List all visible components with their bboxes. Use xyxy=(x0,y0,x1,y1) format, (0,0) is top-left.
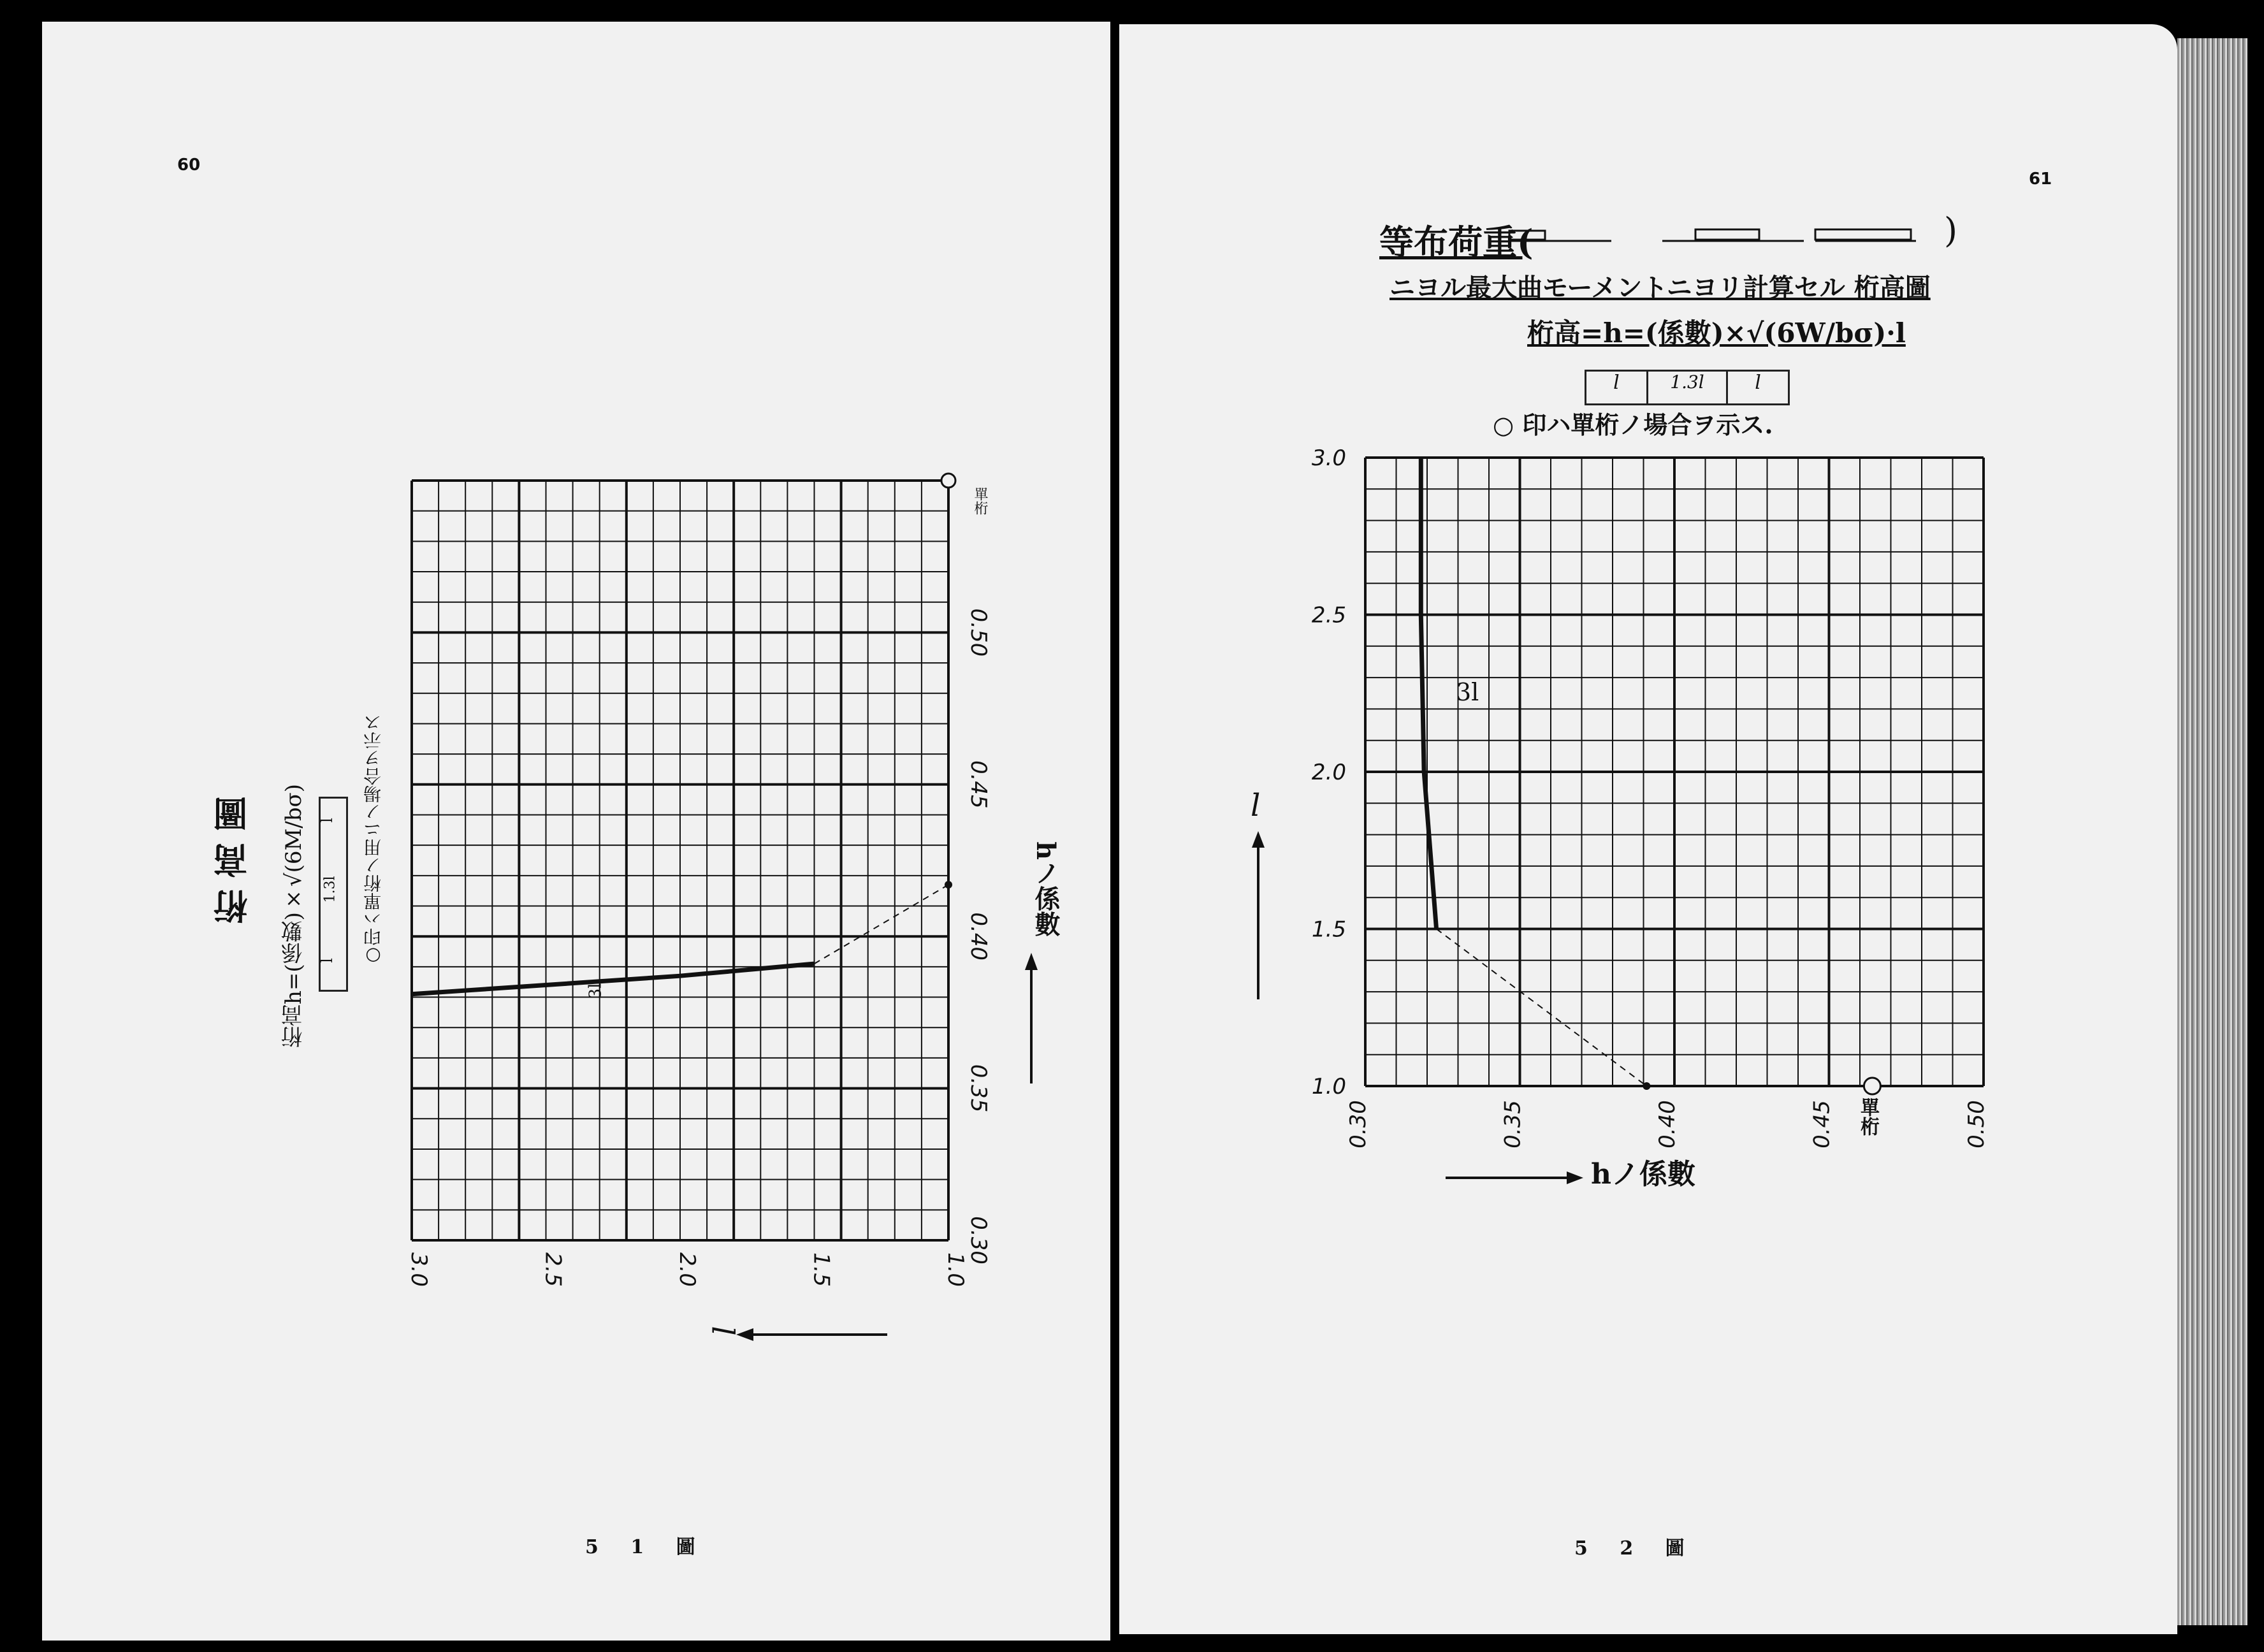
left-x-tick: 0.35 xyxy=(966,1064,991,1113)
left-chart-title: 桁 高 圖 xyxy=(212,797,253,924)
right-curve-extension xyxy=(1437,929,1647,1087)
right-y-arrow xyxy=(1252,831,1265,999)
left-span-1: l xyxy=(317,818,336,823)
left-y-tick: 3.0 xyxy=(406,1252,432,1287)
right-x-tick: 0.30 xyxy=(1346,1100,1371,1148)
left-span-2: 1.3l xyxy=(322,876,338,903)
right-x-tick: 0.40 xyxy=(1655,1100,1680,1148)
right-title-line1: 等布荷重( xyxy=(1379,222,1534,263)
left-y-tick: 1.0 xyxy=(943,1252,968,1287)
right-x-tick: 0.45 xyxy=(1809,1100,1835,1148)
right-curve-endpoint xyxy=(1643,1082,1650,1090)
left-y-arrow xyxy=(736,1328,887,1341)
right-y-tick: 3.0 xyxy=(1311,446,1346,471)
right-span-1: l xyxy=(1586,372,1648,403)
right-title-line2: ニヨル最大曲モーメントニヨリ計算セル 桁高圖 xyxy=(1390,273,1931,303)
right-load-diagram xyxy=(1509,229,1916,241)
left-page-number: 60 xyxy=(177,156,201,175)
right-chart-formula: 桁高=h=(係數)×√(6W/bσ)·l xyxy=(1527,317,1906,349)
right-y-tick: 1.5 xyxy=(1311,917,1346,943)
right-single-span-marker xyxy=(1864,1078,1880,1094)
right-title-line1-end: ) xyxy=(1944,210,1958,250)
right-curve xyxy=(1421,458,1436,929)
right-y-tick: 2.5 xyxy=(1311,602,1346,628)
left-x-tick: 0.40 xyxy=(966,912,991,961)
right-x-arrow xyxy=(1446,1171,1583,1184)
left-y-axis-label: l xyxy=(704,1326,741,1336)
right-y-tick: 2.0 xyxy=(1311,760,1346,785)
left-y-tick: 2.5 xyxy=(540,1252,566,1287)
right-y-axis-label: l xyxy=(1251,788,1261,823)
left-chart-note: ○印ハ單桁ノ用ニノ場合ヲ示ス xyxy=(363,714,384,967)
right-curve-label: 3l xyxy=(1456,678,1479,706)
right-chart-note: ○ 印ハ單桁ノ場合ヲ示ス. xyxy=(1493,410,1773,439)
left-span-3: l xyxy=(317,958,336,963)
right-span-3: l xyxy=(1755,372,1761,394)
left-single-span-marker xyxy=(941,474,955,488)
right-page-number: 61 xyxy=(2029,170,2052,189)
left-x-tick: 0.30 xyxy=(966,1216,991,1264)
right-y-tick: 1.0 xyxy=(1311,1074,1346,1099)
left-x-tick: 0.50 xyxy=(966,608,991,657)
right-single-span-label: 單桁 xyxy=(1857,1098,1879,1136)
left-x-tick: 0.45 xyxy=(966,760,991,809)
right-x-tick: 0.50 xyxy=(1964,1100,1989,1148)
left-chart-formula: 桁高h=(係數)×√(6M/bσ) xyxy=(281,784,307,1048)
left-curve-endpoint xyxy=(945,881,952,888)
left-curve-label: 3l xyxy=(586,983,606,999)
left-x-axis-label: hノ係數 xyxy=(1031,841,1061,937)
left-curve-extension xyxy=(815,885,949,964)
left-figure-label: 5 1 圖 xyxy=(585,1536,708,1558)
left-chart xyxy=(406,474,991,1287)
left-curve xyxy=(412,964,815,994)
left-y-tick: 1.5 xyxy=(808,1252,834,1287)
right-chart xyxy=(1312,446,1989,1148)
right-x-axis-label: hノ係數 xyxy=(1591,1158,1695,1191)
right-figure-label: 5 2 圖 xyxy=(1574,1537,1697,1560)
right-span-2: 1.3l xyxy=(1648,372,1728,403)
left-x-arrow xyxy=(1025,953,1038,1083)
right-x-tick: 0.35 xyxy=(1500,1100,1526,1148)
left-single-span-label: 單桁 xyxy=(972,487,988,515)
left-y-tick: 2.0 xyxy=(674,1252,700,1287)
